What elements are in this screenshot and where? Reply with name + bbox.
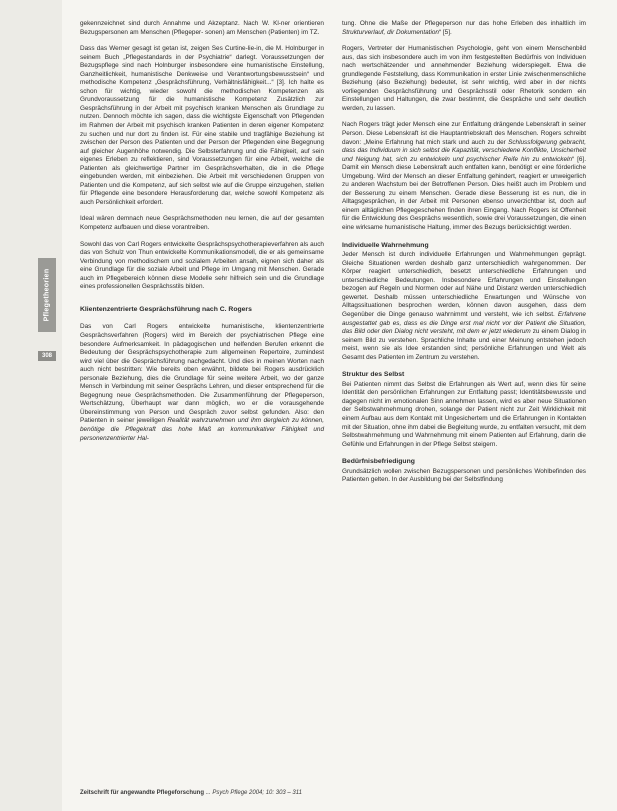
paragraph: Dass das Werner gesagt ist getan ist, zeigen Ses Curtine-lie-in, die M. Holnburger in seinem Buch „Pflegestandards in der Psychiatrie“ darlegt. Voraussetzungen der Bezugspflege sind nach Holnburger insbesondere eine humanistische Einstellung, Ganzheitlichkeit, humanistische Denkweise und Verantwortungsbewusstsein“ und methodische Kompetenz „Gesprächsführung, Verhältnisfähigkeit...“ [3]. Ich halte es schon für wichtig, wieder sowohl die methodischen Kompetenzen als Grundvoraussetzung für die humanistische Kompetenz Zusätzlich zur Gesprächsführung in der Arbeit mit psychisch kranken Menschen als Grundlage zu nutzen. Dennoch möchte ich sagen, dass die wichtigste Eigenschaft von Pflegenden im Rahmen der Arbeit mit psychisch kranken Patienten in deren eigener Kompetenz zu suchen und nur dort zu finden ist. Für eine stabile und tragfähige Beziehung ist zwischen der Person des Patienten und der Person der Pflegenden eine Begegnung auf gleicher Augenhöhe notwendig. Die Selbsterfahrung und die Fähigkeit, auf sein eigenes Erleben zu reflektieren, sind Voraussetzungen für eine Arbeit, welche die Patienten als gleichwertige Partner im Gesprächsverhalten, die in die Pflege eingebunden werden, mit einbeziehen. Die Arbeit mit verschiedenen Gruppen von Patienten und die Kompetenz, auf sich selbst wie auf die Gruppe einzugehen, stellen für Pflegende eine besondere Herausforderung dar, welche sowohl Kompetenz als auch Persönlichkeit erfordert. [80, 45, 324, 206]
right-column [342, 20, 586, 485]
left-column [80, 20, 324, 443]
emphasis-text: Schlussfolgerung gebracht, dass das Individuum in sich selbst die Kapazität, verschiedene Konflikte, Unsicherheit und Neigung hat, sich zu entwickeln und psychischer Reife hin zu entwickeln [342, 138, 586, 163]
text-span: “ [5]. [438, 28, 452, 36]
page-margin [0, 0, 62, 811]
section-heading: Individuelle Wahrnehmung [342, 241, 429, 249]
text-span: tung. Ohne die Maße der Pflegeperson nur das hohe Erleben des inhaltlich im [342, 20, 586, 27]
journal-name: Zeitschrift für angewandte Pflegeforschung [80, 790, 205, 796]
text-span: “ [6]. Damit ein Mensch diese Lebenskraft auch entfalten kann, benötigt er eine förderliche Umgebung. Wird der Mensch an dieser Entfaltung gehindert, reagiert er unweigerlich zu anderen Wachstum bei der Betroffenen Person. Dies heißt auch im Problem und der Besserung zu einem Menschen. Gerade diese Besserung ist es nun, die in Alltagsgesprächen, in der Arbeit mit Personen ebenso unverzichtbar ist, doch auf einem alltäglichen Pflegegeschehen finden ihren Eingang. Nach Rogers ist Offenheit für die Entwicklung des Gesprächs wesentlich, sowie drei Voraussetzungen, die einen eine wirksame humanistische Haltung, immer des Bezugs berücksichtigt werden. [342, 155, 586, 232]
paragraph: gekennzeichnet sind durch Annahme und Akzeptanz. Nach W. Kl-ner orientieren Bezugspersonen am Menschen (Pflegeper- sonen) am Menschen (Patienten) im TZ. [80, 20, 324, 36]
paragraph [342, 20, 586, 37]
section-heading: Struktur des Selbst [342, 371, 405, 379]
section-label: Pflegetheorien [43, 268, 51, 322]
emphasis-text: Erfahrene ausgestattet gab es, dass es die Dinge erst mal nicht vor der Patient die Situation, das Bild oder den Dialog nicht versteht, mit dem er jetzt wiederum [342, 310, 586, 336]
text-span: Jeder Mensch ist durch individuelle Erfahrungen und Wahrnehmungen geprägt. Gleiche Situationen werden deshalb ganz unterschiedlich wahrgenommen. Der Körper reagiert unterschiedlich, besetzt unterschiedliche Erfahrungen und unterschiedliche Bedeutungen. Insbesondere Erfahrungen und Einstellungen bezogen auf Regeln und Normen oder auf Nähe und Distanz werden unterschiedlich gewertet. Deshalb müssen unterschiedliche Erwartungen und Wünsche von Alltagssituationen besprochen werden, können davon ausgehen, dass dem Gegenüber die Dinge genauso wahrnimmt und versteht, wie ich selbst. [342, 251, 586, 318]
text-span: Das von Carl Rogers entwickelte humanistische, klientenzentrierte Gesprächsverfahren (Rogers) wird im Bereich der psychiatrischen Pflege eine besondere Aufmerksamkeit. In pädagogischen und helfenden Berufen erkennt die Bedeutung der Gesprächspsychotherapie zum allgemeinen Repertoire, zumindest wird viel über die Gesprächsführung nachgedacht. Und dies in meinen Worten nach auch nicht bestritten: Wie bereits oben erwähnt, bildete bei Rogers ausdrücklich personale Beziehung, dies die Grundlage für seine weitere Arbeit, wo der ganze Mensch in Verbindung mit seiner Gesprächs Lehren, und dieser entsprechend für die Begegnung neue Gesprächsmethoden. Die Zusammenführung der Pflegeperson, Wertschätzung, Überhaupt war dann möglich, wo er die vorausgehende Übereinstimmung von Person und Gespräch zuvor selbst gefunden. Also: den Patienten in seiner jeweiligen [80, 323, 324, 425]
paragraph [342, 121, 586, 232]
paragraph [80, 323, 324, 443]
emphasis-text: Strukturverlauf, dir Dokumentation [342, 28, 439, 36]
page-number: 308 [38, 351, 56, 361]
text-span: Nach Rogers trägt jeder Mensch eine zur Entfaltung drängende Lebenskraft in seiner Person. Diese Lebenskraft ist die Hauptantriebskraft des Menschen. Rogers schreibt davon: „Meine Erfahrung hat mich stark und auch zu der [342, 121, 586, 146]
emphasis-text: Realität wahrzunehmen und ihm dergleich zu können, benötige die Pflegekraft das hohe Maß an kommunikativer Fähigkeit und personenzentrierter Hal- [80, 417, 324, 442]
section-tab [38, 258, 56, 332]
citation: ... Psych Pflege 2004; 10: 303 – 311 [205, 790, 302, 796]
paragraph: Grundsätzlich wollen zwischen Bezugspersonen und persönliches Wohlbefinden des Patienten gelten. In der Ausbildung bei der Selbstfindung [342, 467, 586, 484]
paragraph: Sowohl das von Carl Rogers entwickelte Gesprächspsychotherapieverfahren als auch das von Schulz von Thun entwickelte Kommunikationsmodell, die er als gemeinsame Verbindung von methodischem und sozialem Arbeiten ansah, eignen sich daher als eine Grundlage für die soziale Arbeit und Pflege im Umgang mit Menschen. Gerade auch im Pflegebereich können diese Modelle sehr hilfreich sein und die Grundlage eines professionellen Gesprächsstils bilden. [80, 240, 324, 291]
section-heading: Bedürfnisbefriedigung [342, 458, 415, 466]
paragraph: Bei Patienten nimmt das Selbst die Erfahrungen als Wert auf, wenn dies für seine Identität den persönlichen Erfahrungen zur Entfaltung passt; Identitätsbewusste und dagegen nicht im emotionalen Sinn annehmen lassen, wird es aber neue Situationen der Selbstwahrnehmung drohen, solange der Patient nicht zur Zeit Wirklichkeit mit einem Aufbau aus dem Kontakt mit Ungesichertem und die Erfahrungen in Kontakten mit der Situation, ohne ihm dabei die Begleitung wurde, zu entfalten versucht, mit dem Selbstwahrnehmung und Wahrnehmung mit einem Patienten auf Erfahrung, darin die Gefühle und Erfahrungen in der Pflege Selbst steigern. [342, 380, 586, 448]
section-heading: Klientenzentrierte Gesprächsführung nach C. Rogers [80, 305, 252, 313]
text-span: zu einem Dialog in seinem Bild zu verstehen. Sprachliche Inhalte und einer Meinung entstehen jedoch meist, wenn sie als Idee erstanden sind; persönliche Erfahrungen und Welt als Gesamt des Patienten im Zentrum zu verstehen. [342, 328, 586, 361]
page-footer [80, 790, 586, 796]
paragraph: Rogers, Vertreter der Humanistischen Psychologie, geht von einem Menschenbild aus, das sich insbesondere auch im von ihm festgestellten Bedürfnis von Individuen nach wertschätzender und annehmender Beziehung widerspiegelt. Etwa die grundlegende Feststellung, dass Kommunikation in erster Linie zwischenmenschliche Beziehung (also Beziehung) bedeutet, ist sehr wichtig, wird aber in der nichts vorliegenden Gesprächsführung und Gesprächsstil oder Rhetorik sondern ein Einstellungen und Haltungen, die zwar bestimmt, die Gespräche und sehr deutlich werden, zu lassen. [342, 45, 586, 112]
paragraph [342, 251, 586, 362]
paragraph: Ideal wären demnach neue Gesprächsmethoden neu lernen, die auf der gesamten Kompetenz aufbauen und diese vorantreiben. [80, 215, 324, 232]
